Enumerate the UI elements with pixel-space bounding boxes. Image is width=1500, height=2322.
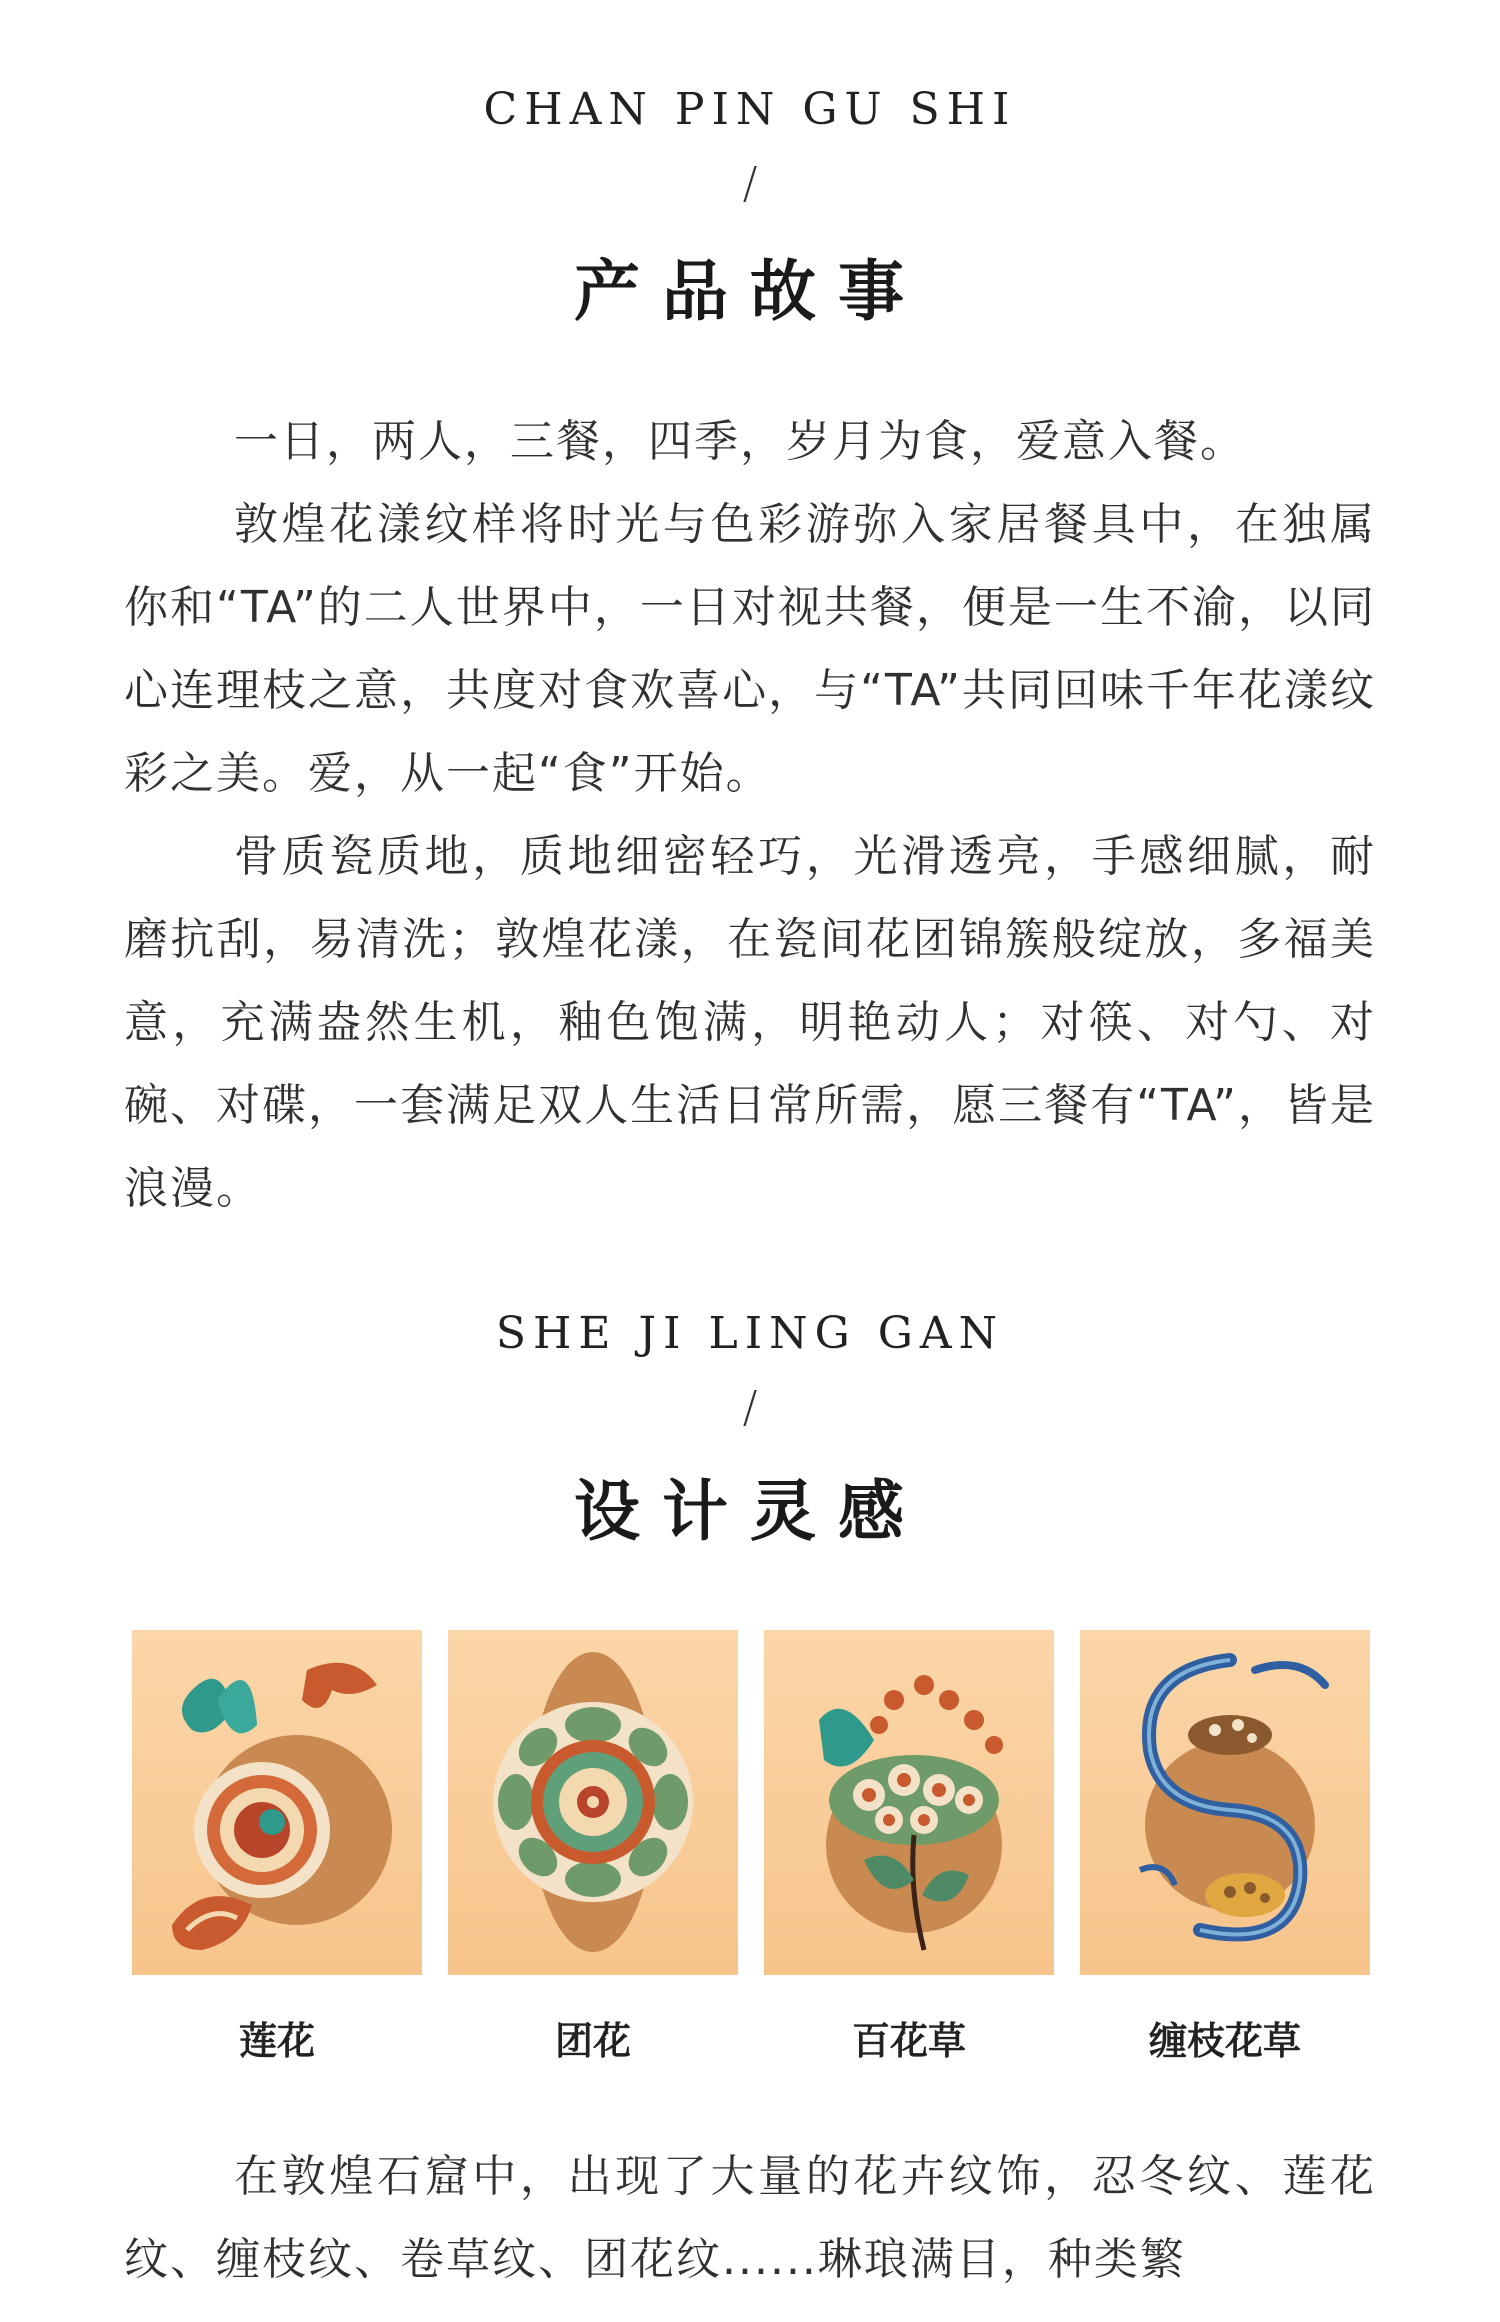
inspiration-paragraph: 在敦煌石窟中，出现了大量的花卉纹饰，忍冬纹、莲花纹、缠枝纹、卷草纹、团花纹......琳琅满目，种类繁 (124, 2151, 1376, 2285)
story-paragraph-3: 骨质瓷质地，质地细密轻巧，光滑透亮，手感细腻，耐磨抗刮，易清洗；敦煌花漾，在瓷间花团锦簇般绽放，多福美意，充满盎然生机，釉色饱满，明艳动人；对筷、对勺、对碗、对碟，一套满足双人生活日常所需，愿三餐有“TA”，皆是浪漫。 (124, 831, 1376, 1214)
pattern-label-scroll-vine: 缠枝花草 (1148, 2019, 1301, 2063)
section-pinyin-2: SHE JI LING GAN (495, 1308, 1005, 1359)
section-divider-slash-2: / (742, 1382, 758, 1433)
pattern-card-rosette (448, 1630, 738, 1975)
pattern-card-lotus (132, 1630, 422, 1975)
section-title-design-inspiration: 设计灵感 (574, 1472, 926, 1550)
section-pinyin-1: CHAN PIN GU SHI (483, 84, 1017, 135)
pattern-card-hundred-flowers (764, 1630, 1054, 1975)
rosette-pattern-icon (448, 1630, 738, 1975)
section-title-product-story: 产品故事 (574, 252, 926, 330)
pattern-label-hundred-flowers: 百花草 (851, 2019, 966, 2063)
story-paragraph-2: 敦煌花漾纹样将时光与色彩游弥入家居餐具中，在独属你和“TA”的二人世界中，一日对视共餐，便是一生不渝，以同心连理枝之意，共度对食欢喜心，与“TA”共同回味千年花漾纹彩之美。爱，从一起“食”开始。 (124, 499, 1376, 799)
hundred-flowers-pattern-icon (764, 1630, 1054, 1975)
pattern-label-lotus: 莲花 (238, 2019, 315, 2063)
pattern-card-scroll-vine (1080, 1630, 1370, 1975)
section-divider-slash-1: / (742, 158, 758, 209)
story-paragraph-1: 一日，两人，三餐，四季，岁月为食，爱意入餐。 (234, 416, 1246, 467)
pattern-label-rosette: 团花 (554, 2019, 631, 2063)
scroll-vine-pattern-icon (1080, 1630, 1370, 1975)
pattern-cards (132, 1630, 1372, 1975)
lotus-pattern-icon (132, 1630, 422, 1975)
